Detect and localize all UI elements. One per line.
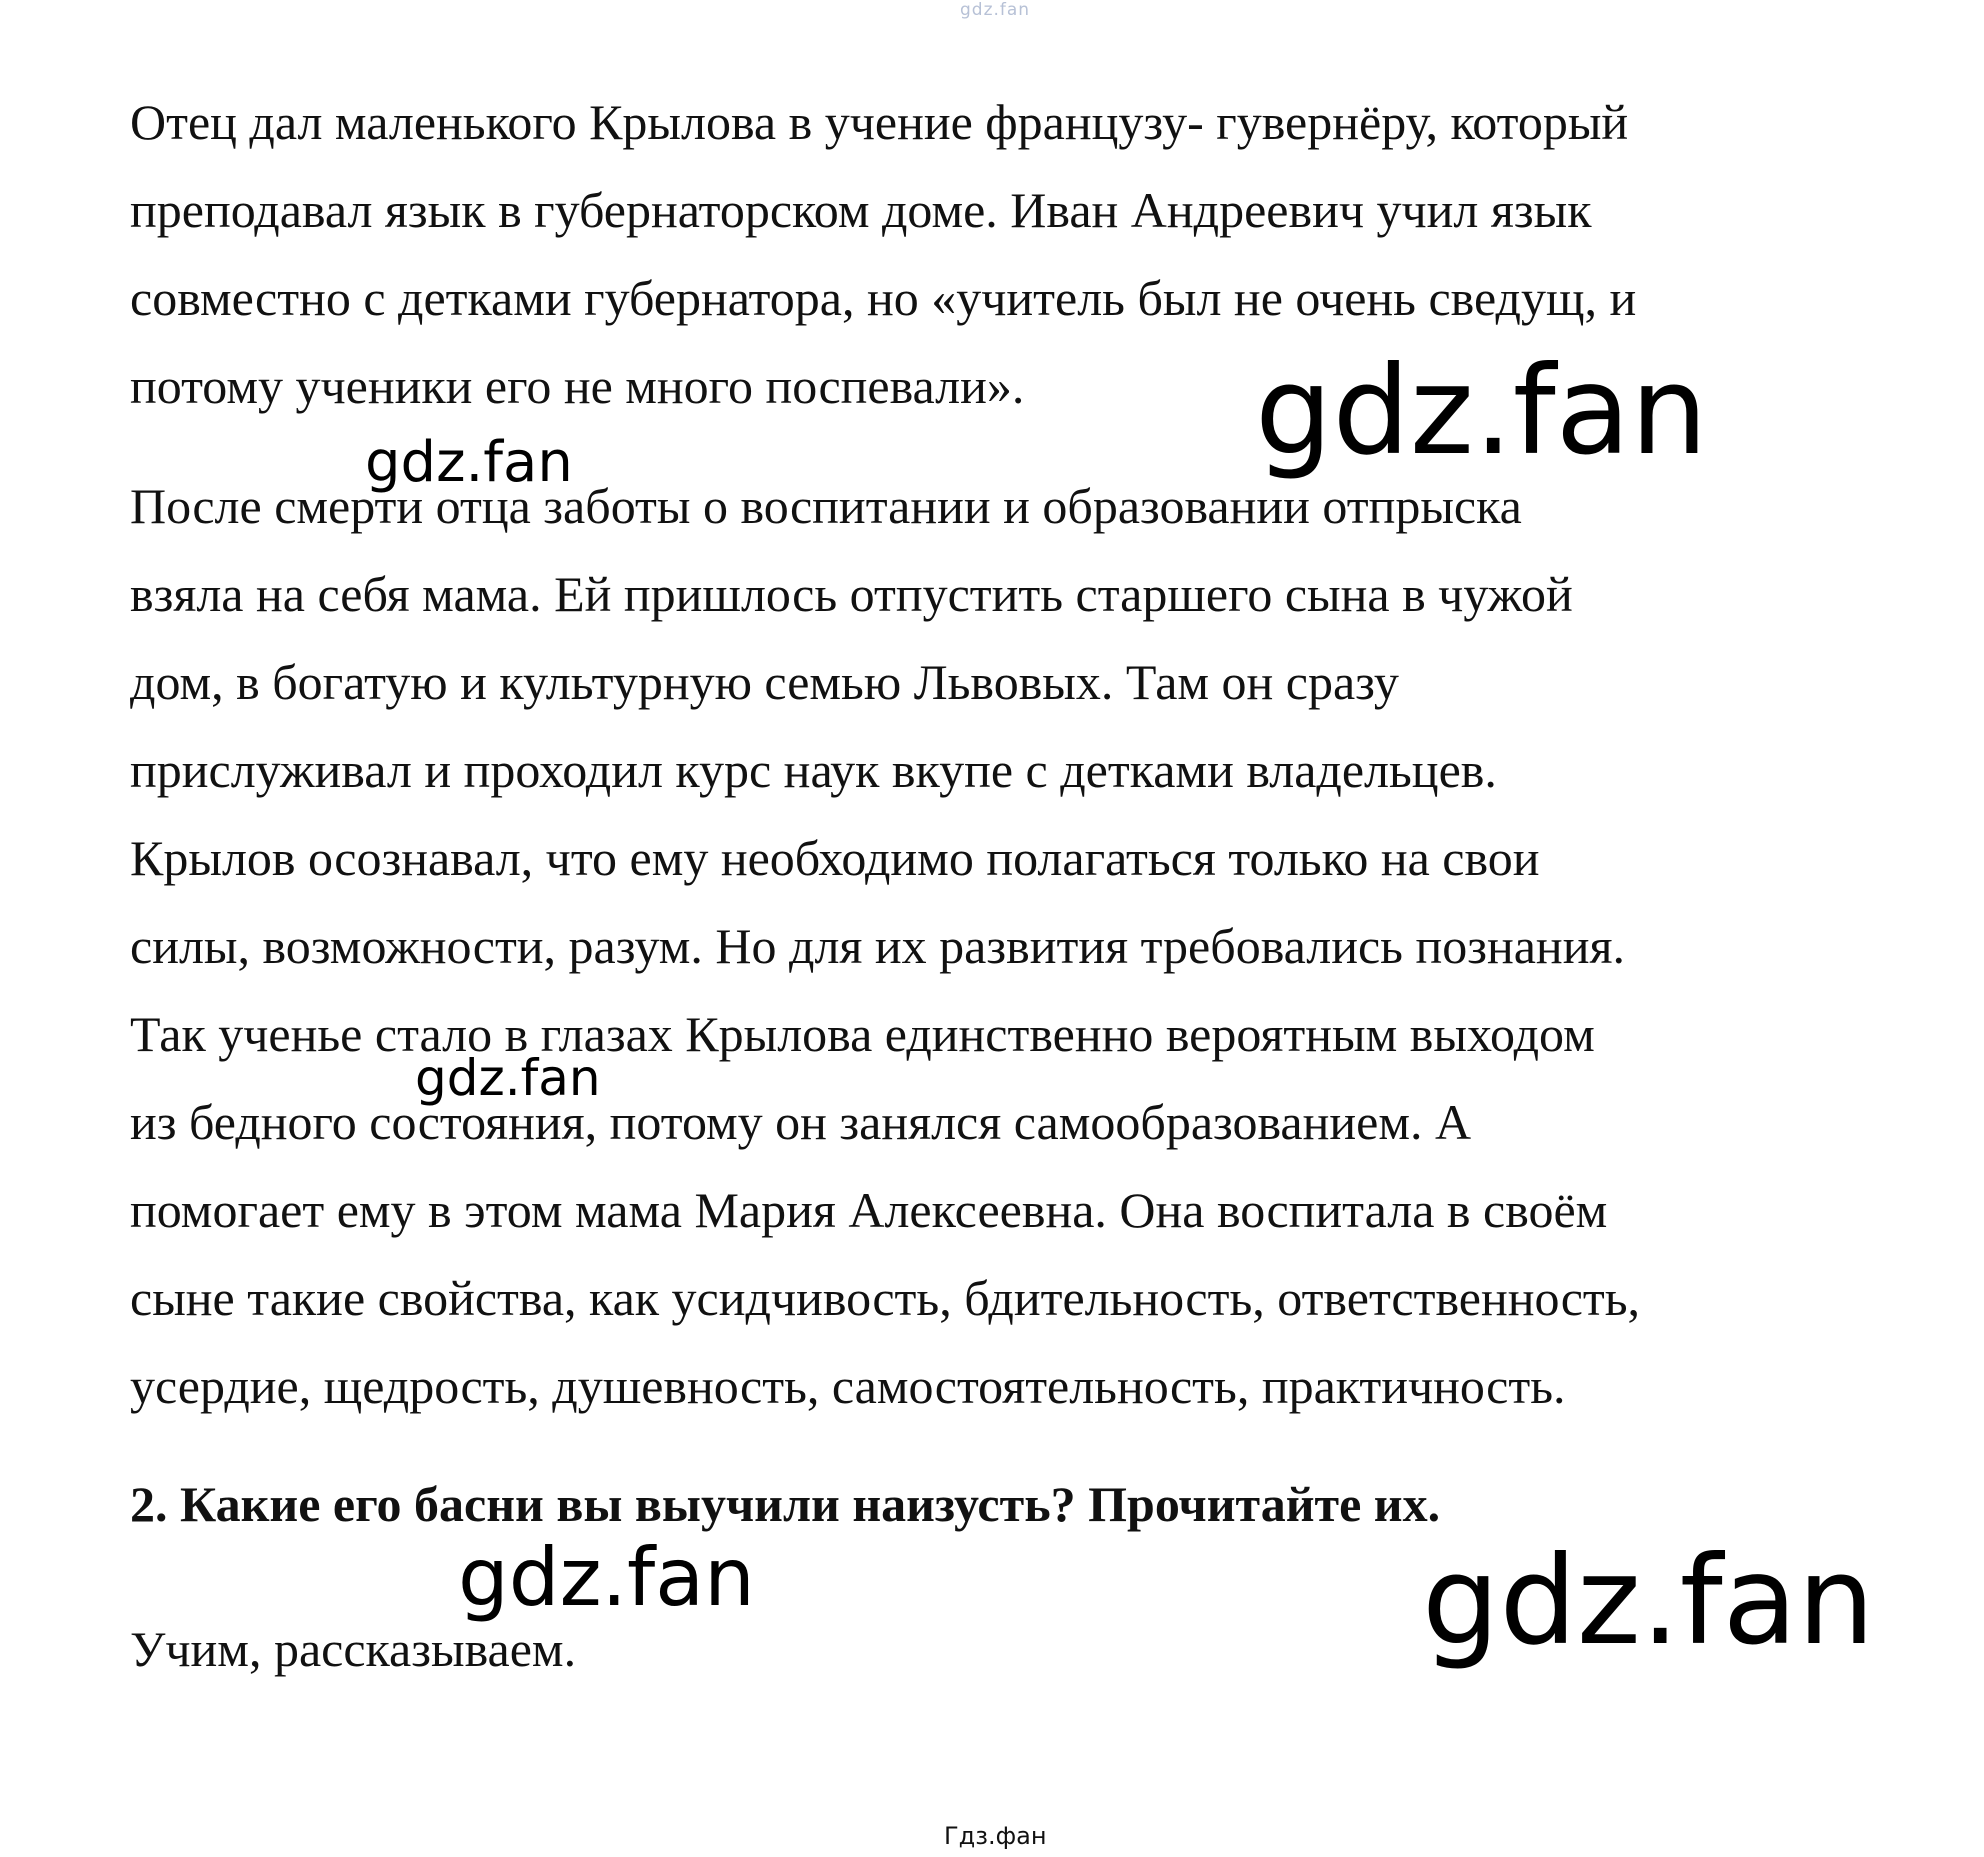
text-line: сыне такие свойства, как усидчивость, бдительность, ответственность, (130, 1270, 1641, 1326)
page-footer: Гдз.фан (944, 1822, 1047, 1850)
text-line: Так ученье стало в глазах Крылова единственно вероятным выходом (130, 1006, 1595, 1062)
text-line: усердие, щедрость, душевность, самостоятельность, практичность. (130, 1358, 1566, 1414)
text-line: силы, возможности, разум. Но для их развития требовались познания. (130, 918, 1625, 974)
text-line: из бедного состояния, потому он занялся самообразованием. А (130, 1094, 1472, 1150)
question-heading: 2. Какие его басни вы выучили наизусть? Прочитайте их. (130, 1476, 1441, 1532)
text-line: Отец дал маленького Крылова в учение французу- гувернёру, который (130, 94, 1629, 150)
text-line: Крылов осознавал, что ему необходимо полагаться только на свои (130, 830, 1540, 886)
watermark-small: gdz.fan (415, 1049, 601, 1107)
text-line: После смерти отца заботы о воспитании и образовании отпрыска (130, 478, 1522, 534)
top-watermark: gdz.fan (960, 0, 1031, 20)
answer-paragraph-2 (130, 462, 1890, 1430)
text-line: совместно с детками губернатора, но «учитель был не очень сведущ, и (130, 270, 1637, 326)
watermark-small: gdz.fan (365, 430, 573, 495)
watermark-large: gdz.fan (1422, 1530, 1875, 1672)
text-line: потому ученики его не много поспевали». (130, 358, 1025, 414)
text-line: взяла на себя мама. Ей пришлось отпустить старшего сына в чужой (130, 566, 1573, 622)
answer-text: Учим, рассказываем. (130, 1621, 577, 1677)
text-line: помогает ему в этом мама Мария Алексеевна. Она воспитала в своём (130, 1182, 1608, 1238)
text-line: прислуживал и проходил курс наук вкупе с детками владельцев. (130, 742, 1497, 798)
watermark-large: gdz.fan (1255, 340, 1708, 482)
text-line: дом, в богатую и культурную семью Львовых. Там он сразу (130, 654, 1399, 710)
text-line: преподавал язык в губернаторском доме. Иван Андреевич учил язык (130, 182, 1592, 238)
watermark-medium: gdz.fan (458, 1531, 755, 1624)
